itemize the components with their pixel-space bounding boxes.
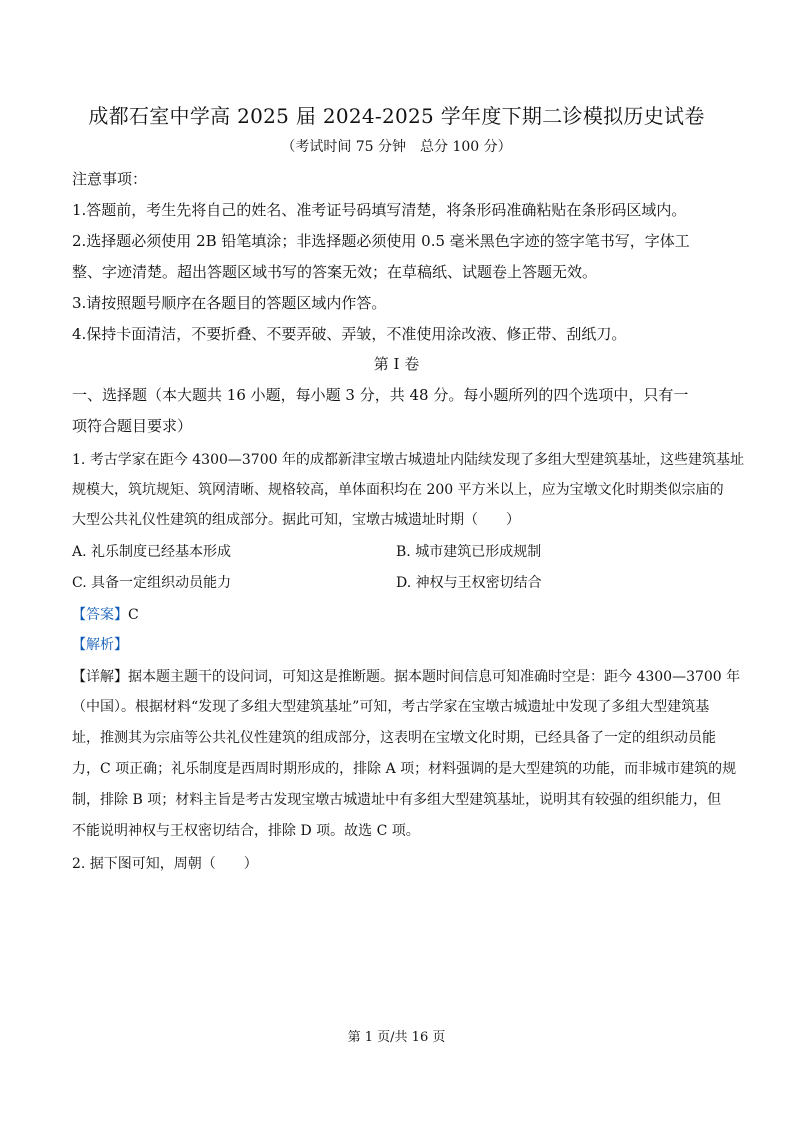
option-d: D. 神权与王权密切结合: [396, 575, 542, 591]
note-item: 1.答题前，考生先将自己的姓名、准考证号码填写清楚，将条形码准确粘贴在条形码区域内。: [72, 201, 687, 219]
note-item: 3.请按照题号顺序在各题目的答题区域内作答。: [72, 294, 387, 312]
analysis-tag-text: 【解析】: [72, 637, 128, 653]
answer-line: [72, 604, 721, 624]
question-1-stem: 规模大，筑坑规矩、筑网清晰、规格较高，单体面积均在 200 平方米以上，应为宝墩文化时期类似宗庙的: [72, 482, 724, 498]
section-intro: 项符合题目要求）: [72, 417, 193, 435]
detail-line: 力，C 项正确；礼乐制度是西周时期形成的，排除 A 项；材料强调的是大型建筑的功能，而非城市建筑的规: [72, 761, 737, 777]
option-a: A. 礼乐制度已经基本形成: [72, 544, 232, 560]
question-1-stem: 1. 考古学家在距今 4300—3700 年的成都新津宝墩古城遗址内陆续发现了多组大型建筑基址，这些建筑基址: [72, 452, 744, 468]
note-item: 4.保持卡面清洁，不要折叠、不要弄破、弄皱，不准使用涂改液、修正带、刮纸刀。: [72, 325, 627, 343]
note-item: 2.选择题必须使用 2B 铅笔填涂；非选择题必须使用 0.5 毫米黑色字迹的签字笔书写，字体工: [72, 232, 690, 250]
question-1-stem: 大型公共礼仪性建筑的组成部分。据此可知，宝墩古城遗址时期（ ）: [72, 512, 520, 528]
page-title: 成都石室中学高 2025 届 2024-2025 学年度下期二诊模拟历史试卷: [88, 104, 705, 128]
note-item: 整、字迹清楚。超出答题区域书写的答案无效；在草稿纸、试题卷上答题无效。: [72, 263, 598, 281]
analysis-tag: [72, 634, 721, 654]
question-2-stem: 2. 据下图可知，周朝（ ）: [72, 856, 258, 872]
detail-text: 据本题主题干的设问词，可知这是推断题。据本题时间信息可知准确时空是：距今 4300—3700 年: [128, 669, 741, 685]
notes-heading: 注意事项：: [72, 170, 148, 188]
detail-line: 制，排除 B 项；材料主旨是考古发现宝墩古城遗址中有多组大型建筑基址，说明其有较强的组织能力，但: [72, 792, 722, 808]
detail-line: 址，推测其为宗庙等公共礼仪性建筑的组成部分，这表明在宝墩文化时期，已经具备了一定的组织动员能: [72, 730, 716, 746]
exam-duration-subtitle: （考试时间 75 分钟 总分 100 分）: [281, 139, 512, 155]
option-b: B. 城市建筑已形成规制: [396, 544, 542, 560]
detail-tag: 【详解】: [72, 669, 128, 685]
answer-tag: 【答案】: [72, 607, 128, 623]
section-intro: 一、选择题（本大题共 16 小题，每小题 3 分，共 48 分。每小题所列的四个选项中，只有一: [72, 386, 689, 404]
option-c: C. 具备一定组织动员能力: [72, 575, 232, 591]
detail-line: （中国）。根据材料“发现了多组大型建筑基址”可知，考古学家在宝墩古城遗址中发现了多组大型建筑基: [72, 699, 710, 715]
detail-line: [72, 666, 741, 686]
detail-line: 不能说明神权与王权密切结合，排除 D 项。故选 C 项。: [72, 823, 420, 839]
answer-value: C: [128, 607, 139, 623]
section-title: 第 I 卷: [373, 355, 420, 373]
page-number: 第 1 页/共 16 页: [347, 1030, 446, 1045]
